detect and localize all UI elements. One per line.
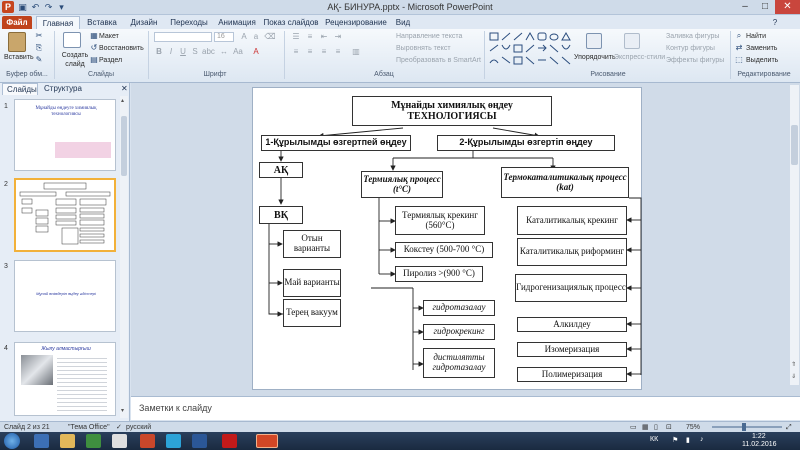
select-button[interactable]: Выделить [746,57,779,64]
arrange-icon [586,33,602,49]
tab-slides[interactable]: Слайды [2,83,38,95]
paste-button[interactable]: Вставить [4,54,34,61]
ribbon-tabs [0,15,800,29]
font-size-combo[interactable]: 16 [214,32,234,42]
numbering-icon[interactable]: ≡ [307,32,313,41]
taskbar-opera-icon[interactable] [140,434,155,448]
font-group-label: Шрифт [203,71,227,78]
thermal-sub-hydrocracking[interactable]: гидрокрекинг [423,324,495,340]
zoom-level[interactable]: 75% [686,424,701,431]
taskbar-pdf-icon[interactable] [222,434,237,448]
clear-format-icon[interactable]: ⌫ [264,32,276,41]
catalytic-item-isomerization[interactable]: Изомеризация [517,342,627,357]
quick-access-dropdown-icon[interactable]: ▾ [59,2,64,12]
taskbar-media-icon[interactable] [86,434,101,448]
thermal-item-cracking[interactable]: Термиялық крекинг (560°С) [395,206,485,235]
text-direction-button[interactable]: Направление текста [396,33,463,40]
tab-design[interactable]: Дизайн [130,18,158,27]
group-separator [54,31,55,79]
justify-icon[interactable]: ≡ [335,47,341,56]
normal-view-icon[interactable]: ▭ [630,424,637,431]
slide-number: 2 [4,181,8,188]
slide-thumb-diagram [16,180,114,250]
convert-smartart-button[interactable]: Преобразовать в SmartArt [396,57,481,64]
close-pane-icon[interactable]: ✕ [121,84,128,93]
tab-outline[interactable]: Структура [44,84,82,93]
section-icon: ▤ [90,55,98,64]
columns-icon[interactable]: ▥ [352,47,360,56]
catalytic-item-cracking[interactable]: Каталитикалық крекинг [517,206,627,235]
slides-pane-scrollbar[interactable] [120,96,128,418]
vk-item-oil[interactable]: Май варианты [283,269,341,297]
main-scroll-thumb[interactable] [791,125,798,165]
slide-thumb-title: Мұнайды өңдеуге химиялық технологиясы [35,106,97,117]
bold-icon[interactable]: B [156,47,162,56]
paste-icon[interactable] [8,32,26,52]
slide-number: 3 [4,263,8,270]
decrease-indent-icon[interactable]: ⇤ [320,32,328,41]
align-center-icon[interactable]: ≡ [307,47,313,56]
layout-icon: ▦ [90,31,98,40]
catalytic-head-box[interactable]: Термокаталитикалық процесс (kat) [501,167,629,198]
taskbar-powerpoint-icon[interactable] [256,434,278,448]
spellcheck-icon[interactable]: ✓ [116,424,122,431]
slide-number: 4 [4,345,8,352]
tray-network-icon[interactable]: ▮ [686,437,690,444]
taskbar-app-icon[interactable] [166,434,181,448]
new-slide-icon[interactable] [63,32,81,48]
font-name-combo[interactable] [154,32,212,42]
align-left-icon[interactable]: ≡ [293,47,299,56]
keyboard-language[interactable]: КК [650,436,659,443]
find-button[interactable]: Найти [746,33,766,40]
group-separator [284,31,285,79]
underline-icon[interactable]: U [180,47,186,56]
change-case-icon[interactable]: Aa [233,47,243,56]
taskbar-chrome-icon[interactable] [112,434,127,448]
scroll-up-icon[interactable]: ▴ [121,98,125,104]
language-indicator[interactable]: русский [126,424,152,431]
shape-effects-button[interactable]: Эффекты фигуры [666,57,725,64]
section-button[interactable]: Раздел [99,57,123,64]
slide-thumbnail-3[interactable] [14,260,116,332]
vk-item-fuel[interactable]: Отын варианты [283,230,341,258]
clock-time[interactable]: 1:22 [752,433,766,440]
copy-icon[interactable]: ⎘ [35,43,43,52]
quick-styles-icon [624,33,640,49]
notes-pane[interactable] [131,396,800,420]
redo-icon[interactable]: ↷ [44,2,53,12]
clipboard-group-label: Буфер обм... [6,71,48,78]
tab-view[interactable]: Вид [395,18,411,27]
shape-outline-button[interactable]: Контур фигуры [666,45,715,52]
group-separator [484,31,485,79]
start-button[interactable] [4,433,20,449]
undo-icon[interactable]: ↶ [31,2,40,12]
slides-pane [0,83,130,421]
powerpoint-app-icon[interactable]: P [2,1,14,13]
windows-taskbar [0,432,800,450]
cut-icon[interactable]: ✂ [35,31,43,40]
shape-fill-button[interactable]: Заливка фигуры [666,33,720,40]
slide-number: 1 [4,103,8,110]
tab-slideshow[interactable]: Показ слайдов [263,18,319,27]
catalytic-item-reforming[interactable]: Каталитикалық риформинг [517,238,627,266]
next-slide-icon[interactable]: ⇓ [791,374,797,380]
status-bar [0,421,800,432]
editing-group-label: Редактирование [737,71,791,78]
tab-insert[interactable]: Вставка [87,18,117,27]
catalytic-item-hydrogenation[interactable]: Гидрогенизациялық процесс [515,274,627,302]
slide-thumbnail-4[interactable] [14,342,116,416]
replace-button[interactable]: Заменить [746,45,778,52]
prev-slide-icon[interactable]: ⇑ [791,362,797,368]
tray-flag-icon[interactable]: ⚑ [672,437,679,444]
thermal-head-box[interactable]: Термиялық процесс (t°C) [361,171,443,198]
notes-placeholder[interactable]: Заметки к слайду [139,403,212,413]
layout-button[interactable]: Макет [99,33,119,40]
scroll-down-icon[interactable]: ▾ [121,408,125,414]
group-separator [148,31,149,79]
strikethrough-icon[interactable]: abc [202,47,215,56]
ak-box[interactable]: АҚ [259,162,303,178]
slide-thumb-text-lines [57,355,107,411]
help-icon[interactable]: ? [772,18,778,27]
tab-transitions[interactable]: Переходы [170,18,208,27]
thermal-sub-distillate[interactable]: дистилятты гидротазалау [423,348,495,378]
shadow-icon[interactable]: S [192,47,198,56]
slide-thumbnail-1[interactable] [14,99,116,171]
current-slide[interactable] [252,87,642,390]
drawing-group-label: Рисование [590,71,626,78]
zoom-slider-thumb[interactable] [742,423,746,431]
align-text-button[interactable]: Выровнять текст [396,45,451,52]
thermal-sub-hydrotreating[interactable]: гидротазалау [423,300,495,316]
tab-animation[interactable]: Анимация [218,18,256,27]
fit-slide-icon[interactable]: ⤢ [786,424,792,431]
title-bar [0,0,800,15]
clock-date[interactable]: 11.02.2016 [742,441,777,448]
tray-volume-icon[interactable]: ♪ [700,436,704,443]
grow-font-icon[interactable]: A [241,32,247,41]
thermal-item-pyrolysis[interactable]: Пиролиз >(900 °С) [395,266,483,282]
tab-review[interactable]: Рецензирование [325,18,387,27]
diagram-title-box[interactable]: Мұнайды химиялық өңдеу ТЕХНОЛОГИЯСЫ [352,96,552,126]
branch2-box[interactable]: 2-Құрылымды өзгертіп өңдеу [437,135,615,151]
branch1-box[interactable]: 1-Құрылымды өзгертпей өңдеу [261,135,411,151]
font-color-icon[interactable]: A [253,47,259,56]
window-title: АҚ- БИНУРА.pptx - Microsoft PowerPoint [327,2,493,12]
save-icon[interactable]: ▣ [18,2,27,12]
slides-group-label: Слайды [87,71,115,78]
taskbar-word-icon[interactable] [192,434,207,448]
scroll-thumb[interactable] [121,116,127,176]
thermal-item-coking[interactable]: Кокстеу (500-700 °С) [395,242,493,258]
slide-thumb-title: Жылу алмастырғыш [41,346,91,352]
select-icon: ⬚ [735,55,743,64]
maximize-button[interactable]: □ [761,1,769,12]
find-icon: ⌕ [736,31,742,40]
catalytic-item-alkylation[interactable]: Алкилдеу [517,317,627,332]
taskbar-ie-icon[interactable] [34,434,49,448]
reading-view-icon[interactable]: ▯ [654,424,658,431]
align-right-icon[interactable]: ≡ [321,47,327,56]
slide-thumbnail-2[interactable] [14,178,116,252]
slideshow-view-icon[interactable]: ⊡ [666,424,672,431]
tab-file[interactable]: Файл [2,16,32,29]
quick-styles-button[interactable]: Экспресс-стили [614,54,666,61]
main-scrollbar[interactable] [790,85,799,385]
theme-name: "Тема Office" [68,424,110,431]
shrink-font-icon[interactable]: a [253,32,259,41]
paragraph-group-label: Абзац [374,71,394,78]
char-spacing-icon[interactable]: ↔ [220,47,228,56]
replace-icon: ⇄ [735,43,743,52]
bullets-icon[interactable]: ☰ [292,32,300,41]
tab-home[interactable]: Главная [36,16,80,29]
reset-button[interactable]: Восстановить [99,45,144,52]
slide-thumb-box [55,142,111,158]
arrange-button[interactable]: Упорядочить [574,54,616,61]
italic-icon[interactable]: I [169,47,173,56]
catalytic-item-polymerization[interactable]: Полимеризация [517,367,627,382]
increase-indent-icon[interactable]: ⇥ [334,32,342,41]
minimize-button[interactable]: – [742,1,748,12]
vk-item-vacuum[interactable]: Терең вакуум [283,299,341,327]
shapes-gallery[interactable] [488,31,576,67]
ribbon [0,29,800,83]
vk-box[interactable]: ВҚ [259,206,303,224]
reset-icon: ↺ [90,43,98,52]
close-button[interactable]: ✕ [775,0,800,14]
format-painter-icon[interactable]: ✎ [35,55,43,64]
taskbar-explorer-icon[interactable] [60,434,75,448]
slide-thumb-title: Мұнай өнімдерін өңдеу әдістері [36,291,96,296]
new-slide-button[interactable]: Создать слайд [61,52,89,68]
slide-counter: Слайд 2 из 21 [4,424,50,431]
pane-tabs [0,83,130,95]
zoom-slider[interactable] [712,426,782,428]
sorter-view-icon[interactable]: ▦ [642,424,649,431]
heat-exchanger-image [21,355,53,385]
